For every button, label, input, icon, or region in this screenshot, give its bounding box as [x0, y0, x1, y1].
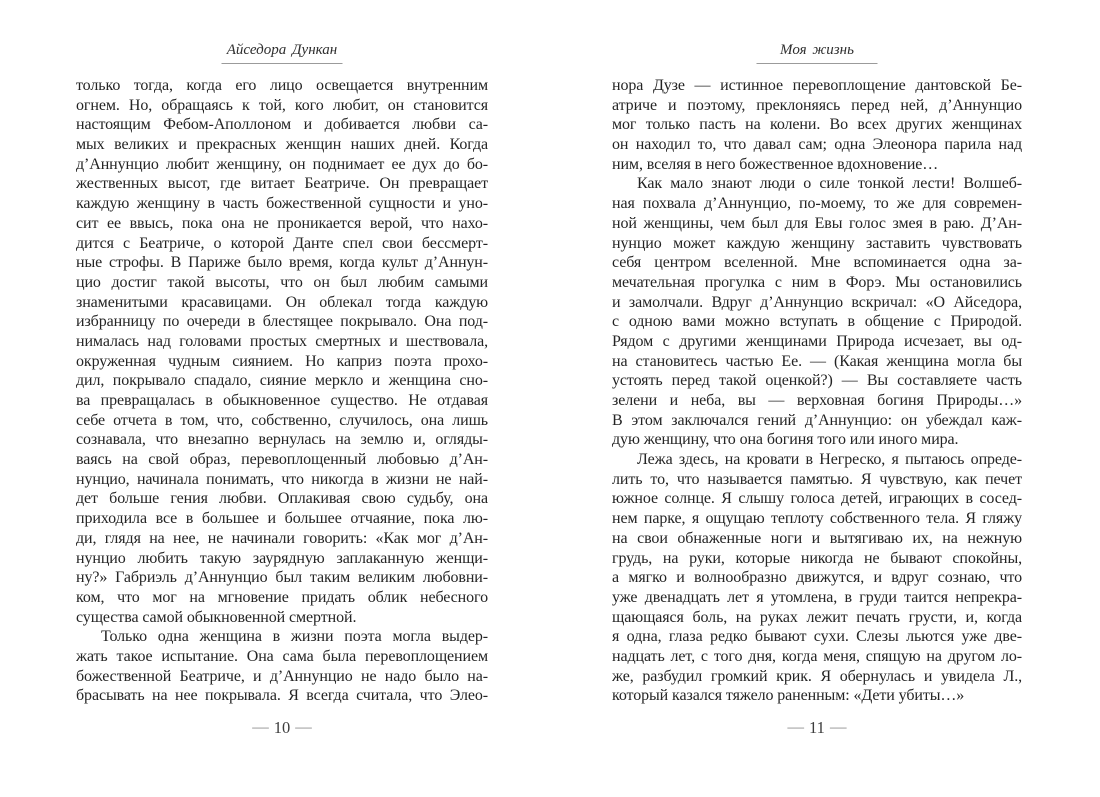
right-page-number	[612, 718, 1022, 738]
text-line: знаменитыми красавицами. Он облекал тогда каждую	[76, 293, 488, 311]
left-page-body	[76, 76, 488, 706]
text-line: Как мало знают люди о силе тонкой лести! Волшеб-	[637, 175, 1022, 193]
text-line: только тогда, когда его лицо освещается внутренним	[76, 77, 488, 94]
text-line: огнем. Но, обращаясь к той, кого любит, он становится	[76, 96, 488, 114]
text-line: нималась над головами простых смертных и шествовала,	[76, 332, 488, 350]
text-line: ной женщины, чем был для Евы голос змея в раю. Д’Ан-	[612, 214, 1022, 232]
text-line: который казался тяжело раненным: «Дети убиты…»	[612, 687, 965, 705]
text-line: приходила все в большее и большее отчаяние, пока лю-	[76, 510, 488, 528]
text-line: ди, глядя на нее, не начинали говорить: «Как мог д’Ан-	[76, 529, 488, 547]
text-line: он находил то, что давал сам; одна Элеонора парила над	[612, 136, 1022, 154]
text-line: нора Дузе — истинное перевоплощение дантовской Бе-	[612, 77, 1022, 94]
text-line: лить то, что называется памятью. Я чувствую, как печет	[612, 470, 1022, 488]
text-line: Только одна женщина в жизни поэта могла выдер-	[101, 628, 488, 646]
text-line: ним, вселяя в него божественное вдохновение…	[612, 155, 939, 173]
text-line: Лежа здесь, на кровати в Негреско, я пытаюсь опреде-	[637, 451, 1022, 469]
header-rule	[757, 63, 878, 64]
text-line: мечательная прогулка с ним в Форэ. Мы остановились	[612, 273, 1022, 291]
text-line: ну?» Габриэль д’Аннунцио был таким великим любовни-	[76, 569, 488, 587]
page-number-value: 11	[809, 718, 825, 737]
text-line: жать такое испытание. Она сама была перевоплощением	[76, 647, 488, 665]
text-line: брасывать на нее покрывала. Я всегда считала, что Элео-	[76, 687, 488, 705]
text-line: уже двенадцать лет я утомлена, в груди таится непрекра-	[612, 588, 1022, 606]
text-line: же, разбудил громкий крик. Я обернулась и увидела Л.,	[612, 667, 1022, 685]
text-line: мог только пасть на колени. Во всех других женщинах	[612, 116, 1022, 134]
text-line: нунцио любить такую заурядную заплаканную женщи-	[76, 549, 488, 567]
page-number-dash: —	[829, 717, 847, 736]
text-line: существа самой обыкновенной смертной.	[76, 608, 357, 626]
text-line: Рядом с другими женщинами Природа исчезает, вы од-	[612, 332, 1022, 350]
left-page-number	[76, 718, 488, 738]
right-page-body	[612, 76, 1022, 706]
text-line: себя центром вселенной. Мне вспоминается одна за-	[612, 254, 1022, 272]
running-head-author: Айседора Дункан	[226, 42, 338, 58]
text-line: избранницу по очереди в блестящее покрывало. Она под-	[76, 313, 488, 331]
text-line: а мягко и волнообразно движутся, и вдруг сознаю, что	[612, 569, 1022, 587]
text-line: жественных высот, где витает Беатриче. Он превращает	[76, 175, 488, 193]
text-line: дил, покрывало спадало, сияние меркло и женщина сно-	[76, 372, 488, 390]
text-line: щающаяся боль, на руках лежит печать грусти, и, когда	[612, 608, 1022, 626]
header-rule	[222, 63, 343, 64]
text-line: дет больше гения любви. Оплакивая свою судьбу, она	[76, 490, 488, 508]
left-page	[76, 0, 488, 797]
text-line: зелени и неба, вы — верховная богиня Природы…»	[612, 392, 1022, 409]
text-line: ная похвала д’Аннунцио, по-моему, то же для современ-	[612, 195, 1022, 213]
text-line: настоящим Фебом-Аполлоном и добивается любви са-	[76, 116, 488, 134]
text-line: дую женщину, что она богиня того или иного мира.	[612, 431, 959, 449]
page-number-dash: —	[295, 717, 312, 736]
text-line: грудь, на руки, которые никогда не бывают спокойны,	[612, 549, 1022, 567]
text-line: южное солнце. Я слышу голоса детей, играющих в сосед-	[612, 490, 1022, 508]
text-line: цио достиг такой высоты, что он был любим самыми	[76, 273, 488, 291]
text-line: сознавала, что внезапно вернулась на землю и, огляды-	[76, 431, 488, 449]
text-line: нунцио, начинала понимать, что никогда в жизни не най-	[76, 470, 488, 488]
text-line: сит ее ввысь, пока она не проникается верой, что нахо-	[76, 214, 488, 232]
text-line: окруженная чудным сиянием. Но каприз поэта прохо-	[76, 352, 488, 370]
text-line: на становитесь частью Ее. — (Какая женщина могла бы	[612, 352, 1022, 370]
text-line: атриче и поэтому, преклоняясь перед ней, д’Аннунцио	[612, 96, 1022, 114]
text-line: я одна, глаза редко бывают сухи. Слезы льются уже две-	[612, 628, 1022, 646]
text-line: ные строфы. В Париже было время, когда культ д’Аннун-	[76, 254, 488, 272]
text-line: с одною вами можно вступать в общение с Природой.	[612, 313, 1022, 331]
right-page	[612, 0, 1022, 797]
text-line: мых великих и прекрасных женщин наших дней. Когда	[76, 136, 488, 154]
page-number-dash: —	[252, 717, 269, 736]
text-line: себе отчета в том, что, собственно, случилось, она лишь	[76, 411, 488, 429]
text-line: нем парке, я ощущаю теплоту собственного тела. Я гляжу	[612, 510, 1022, 528]
running-head-title: Моя жизнь	[780, 42, 854, 58]
text-line: нунцио может каждую женщину заставить чувствовать	[612, 234, 1022, 252]
text-line: В этом заключался гений д’Аннунцио: он убеждал каж-	[612, 411, 1022, 429]
page-number-value: 10	[273, 718, 291, 737]
text-line: дится с Беатриче, о которой Данте спел свои бессмерт-	[76, 234, 488, 252]
text-line: ком, что мог на мгновение придать облик небесного	[76, 588, 488, 606]
text-line: устоять перед такой оценкой?) — Вы составляете часть	[612, 372, 1022, 390]
text-line: надцать лет, с того дня, когда меня, спящую на другом ло-	[612, 647, 1022, 665]
text-line: божественной Беатриче, и д’Аннунцио не надо было на-	[76, 667, 488, 685]
text-line: каждую женщину в часть божественной сущности и уно-	[76, 195, 488, 213]
text-line: и замолчали. Вдруг д’Аннунцио вскричал: «О Айседора,	[612, 293, 1022, 311]
text-line: ва превращалась в обыкновенное существо. Не отдавая	[76, 392, 488, 409]
text-line: ваясь на свой образ, перевоплощенный любовью д’Ан-	[76, 451, 488, 469]
text-line: на свои обнаженные ноги и вытягиваю их, на нежную	[612, 529, 1022, 547]
text-line: д’Аннунцио любит женщину, он поднимает ее дух до бо-	[76, 155, 488, 173]
page-number-dash: —	[787, 717, 805, 736]
